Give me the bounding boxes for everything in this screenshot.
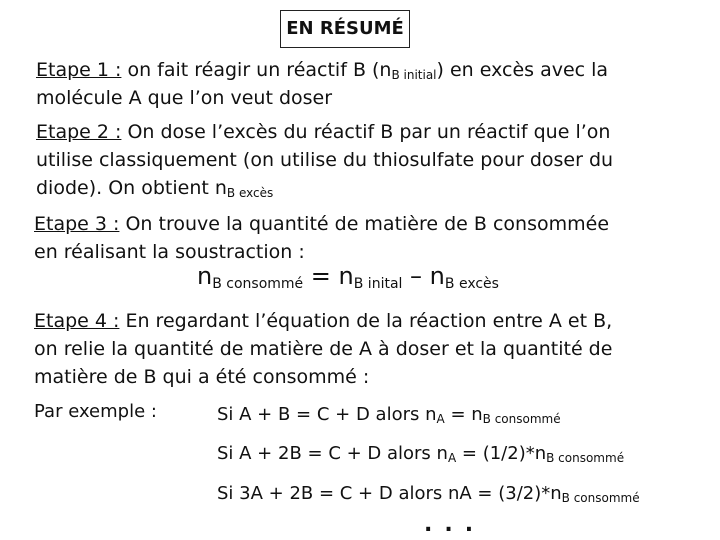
step-4-line-2: on relie la quantité de matière de A à doser et la quantité de: [34, 338, 613, 360]
step-4-label: Etape 4 :: [34, 310, 120, 332]
examples-label: Par exemple :: [34, 401, 157, 422]
example-2-sub-b: B consommé: [546, 451, 625, 465]
step-3: [34, 210, 609, 266]
example-2-text: Si A + 2B = C + D alors n: [217, 443, 448, 464]
summary-title: EN RÉSUMÉ: [280, 10, 410, 48]
formula-n1: n: [197, 262, 213, 290]
step-4-text: En regardant l’équation de la réaction entre A et B,: [119, 310, 613, 332]
example-1-text: Si A + B = C + D alors n: [217, 404, 437, 425]
step-2-text: On dose l’excès du réactif B par un réactif que l’on: [121, 121, 611, 143]
step-1-line-2: molécule A que l’on veut doser: [36, 87, 333, 109]
example-2: [217, 443, 624, 464]
example-2-sub-a: A: [447, 451, 457, 465]
subtraction-formula: [197, 262, 499, 290]
formula-equals: = n: [303, 262, 354, 290]
step-4-line-3: matière de B qui a été consommé :: [34, 366, 370, 388]
formula-sub-consomme: B consommé: [212, 276, 304, 292]
example-1-mid: = n: [444, 404, 483, 425]
step-1-text-end: ) en excès avec la: [436, 59, 609, 81]
step-2: [36, 118, 613, 202]
step-2-line-3: diode). On obtient n: [36, 177, 227, 199]
example-1: [217, 404, 561, 425]
ellipsis: ...: [424, 512, 486, 537]
formula-minus: – n: [402, 262, 445, 290]
step-4: [34, 307, 612, 391]
example-2-mid: = (1/2)*n: [456, 443, 547, 464]
step-2-line-2: utilise classiquement (on utilise du thiosulfate pour doser du: [36, 149, 614, 171]
step-1-text: on fait réagir un réactif B (n: [121, 59, 392, 81]
example-1-sub-b: B consommé: [482, 412, 561, 426]
formula-sub-initial: B inital: [353, 276, 403, 292]
step-2-label: Etape 2 :: [36, 121, 122, 143]
example-1-sub-a: A: [436, 412, 445, 426]
step-1-label: Etape 1 :: [36, 59, 122, 81]
formula-sub-exces: B excès: [444, 276, 499, 292]
step-2-subscript: B excès: [226, 186, 274, 200]
step-3-line-2: en réalisant la soustraction :: [34, 241, 305, 263]
step-3-text: On trouve la quantité de matière de B consommée: [119, 213, 610, 235]
step-1: [36, 56, 608, 112]
step-1-subscript: B initial: [391, 68, 437, 82]
example-3-text: Si 3A + 2B = C + D alors nA = (3/2)*n: [217, 483, 562, 504]
example-3-sub-b: B consommé: [561, 491, 640, 505]
example-3: [217, 483, 640, 504]
step-3-label: Etape 3 :: [34, 213, 120, 235]
